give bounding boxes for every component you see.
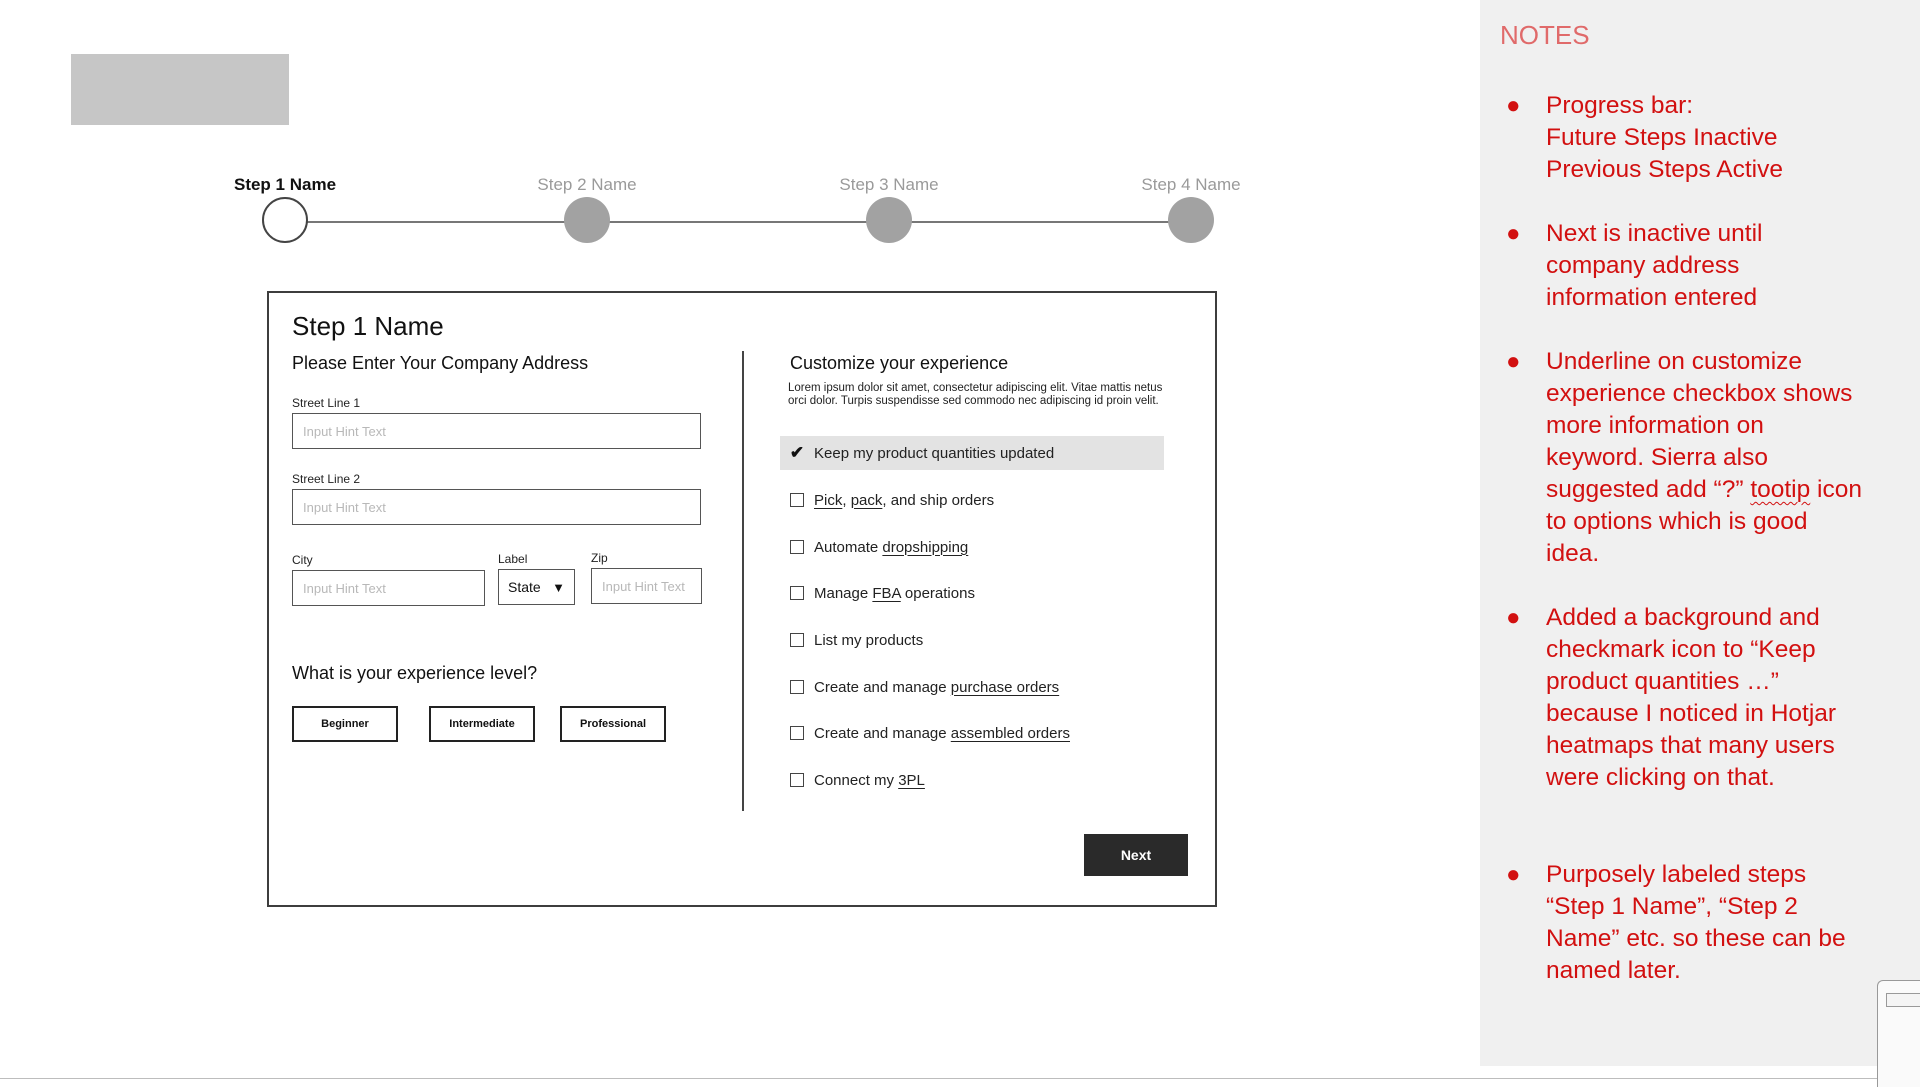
- professional-button[interactable]: Professional: [560, 706, 666, 742]
- option-label: Create and manage purchase orders: [814, 678, 1060, 696]
- option-label: Pick, pack, and ship orders: [814, 491, 995, 509]
- checkbox[interactable]: [790, 540, 804, 554]
- step-1-node[interactable]: [262, 197, 308, 243]
- progress-bar: [0, 0, 1300, 260]
- option-label: Keep my product quantities updated: [814, 444, 1055, 462]
- step-card: [267, 291, 1217, 907]
- checkmark-icon: ✔: [789, 443, 805, 462]
- state-select[interactable]: [498, 569, 575, 605]
- city-label: City: [292, 553, 313, 567]
- step-3-label: Step 3 Name: [839, 175, 939, 194]
- keyword-link[interactable]: assembled orders: [950, 724, 1070, 742]
- option-list-products[interactable]: [780, 628, 923, 652]
- bottom-divider: [0, 1078, 1920, 1079]
- bullet-icon: ●: [1506, 92, 1521, 119]
- step-2-node: [564, 197, 610, 243]
- step-4-label: Step 4 Name: [1141, 175, 1241, 194]
- column-divider: [742, 351, 744, 811]
- keyword-link[interactable]: pack: [850, 491, 883, 509]
- option-connect-3pl[interactable]: [780, 768, 925, 792]
- step-3-node: [866, 197, 912, 243]
- street2-label: Street Line 2: [292, 472, 361, 486]
- customize-heading: Customize your experience: [790, 353, 1009, 373]
- option-pick-pack-ship[interactable]: [780, 488, 994, 512]
- note-item: ● Added a background and checkmark icon to “Keep product quantities …” because I noticed in Hotjar heatmaps that many users were clicking on that.: [1506, 604, 1837, 791]
- bullet-icon: ●: [1506, 604, 1521, 631]
- city-input[interactable]: [292, 570, 485, 606]
- checkbox[interactable]: [790, 633, 804, 647]
- option-label: Automate dropshipping: [814, 538, 969, 556]
- option-automate-dropshipping[interactable]: [780, 535, 968, 559]
- bullet-icon: ●: [1506, 220, 1521, 247]
- zip-input[interactable]: [591, 568, 702, 604]
- note-item: ● Underline on customize experience checkbox shows more information on keyword. Sierra also suggested add “?” tootip icon to options which is good idea.: [1506, 348, 1863, 567]
- progress-line: [285, 221, 1192, 223]
- step-2-label: Step 2 Name: [537, 175, 637, 194]
- card-title: Step 1 Name: [292, 311, 444, 341]
- beginner-button[interactable]: Beginner: [292, 706, 398, 742]
- street1-label: Street Line 1: [292, 396, 361, 410]
- dropdown-arrow-icon: ▼: [552, 579, 565, 595]
- scrollbar-corner[interactable]: [1877, 980, 1920, 1087]
- note-item: ● Progress bar: Future Steps Inactive Previous Steps Active: [1506, 92, 1783, 183]
- checkbox[interactable]: [790, 493, 804, 507]
- address-heading: Please Enter Your Company Address: [292, 353, 589, 373]
- next-button[interactable]: Next: [1084, 834, 1188, 876]
- option-manage-fba[interactable]: [780, 581, 975, 605]
- bullet-icon: ●: [1506, 861, 1521, 888]
- keyword-link[interactable]: dropshipping: [882, 538, 969, 556]
- keyword-link[interactable]: FBA: [872, 584, 901, 602]
- option-purchase-orders[interactable]: [780, 675, 1059, 699]
- step-4-node: [1168, 197, 1214, 243]
- note-item: ● Next is inactive until company address information entered: [1506, 220, 1763, 311]
- note-item: ● Purposely labeled steps “Step 1 Name”, “Step 2 Name” etc. so these can be named later.: [1506, 861, 1846, 984]
- option-keep-quantities-updated[interactable]: [780, 436, 1164, 470]
- zip-label: Zip: [591, 551, 608, 565]
- step-1-label: Step 1 Name: [233, 175, 337, 194]
- option-label: Connect my 3PL: [814, 771, 925, 789]
- state-label: Label: [498, 552, 528, 566]
- option-label: List my products: [814, 631, 924, 649]
- experience-heading: What is your experience level?: [292, 663, 538, 683]
- scrollbar-thumb[interactable]: [1886, 993, 1920, 1007]
- keyword-link[interactable]: 3PL: [898, 771, 925, 789]
- checkbox[interactable]: [790, 586, 804, 600]
- intermediate-button[interactable]: Intermediate: [429, 706, 535, 742]
- notes-title: NOTES: [1500, 20, 1590, 50]
- option-assembled-orders[interactable]: [780, 721, 1070, 745]
- checkbox[interactable]: [790, 773, 804, 787]
- street1-input[interactable]: [292, 413, 701, 449]
- option-label: Create and manage assembled orders: [814, 724, 1070, 742]
- keyword-link[interactable]: Pick: [814, 491, 843, 509]
- keyword-link[interactable]: purchase orders: [950, 678, 1060, 696]
- checkbox[interactable]: [790, 726, 804, 740]
- street2-input[interactable]: [292, 489, 701, 525]
- spellcheck-underline: tootip: [1750, 476, 1811, 503]
- customize-description: Lorem ipsum dolor sit amet, consectetur adipiscing elit. Vitae mattis netus orci dolor. Turpis suspendisse sed commodo nec adipiscing id proin velit.: [788, 382, 1163, 407]
- state-select-value: State: [508, 579, 541, 595]
- option-label: Manage FBA operations: [814, 584, 975, 602]
- checkbox[interactable]: [790, 680, 804, 694]
- notes-panel: [1480, 0, 1920, 1066]
- bullet-icon: ●: [1506, 348, 1521, 375]
